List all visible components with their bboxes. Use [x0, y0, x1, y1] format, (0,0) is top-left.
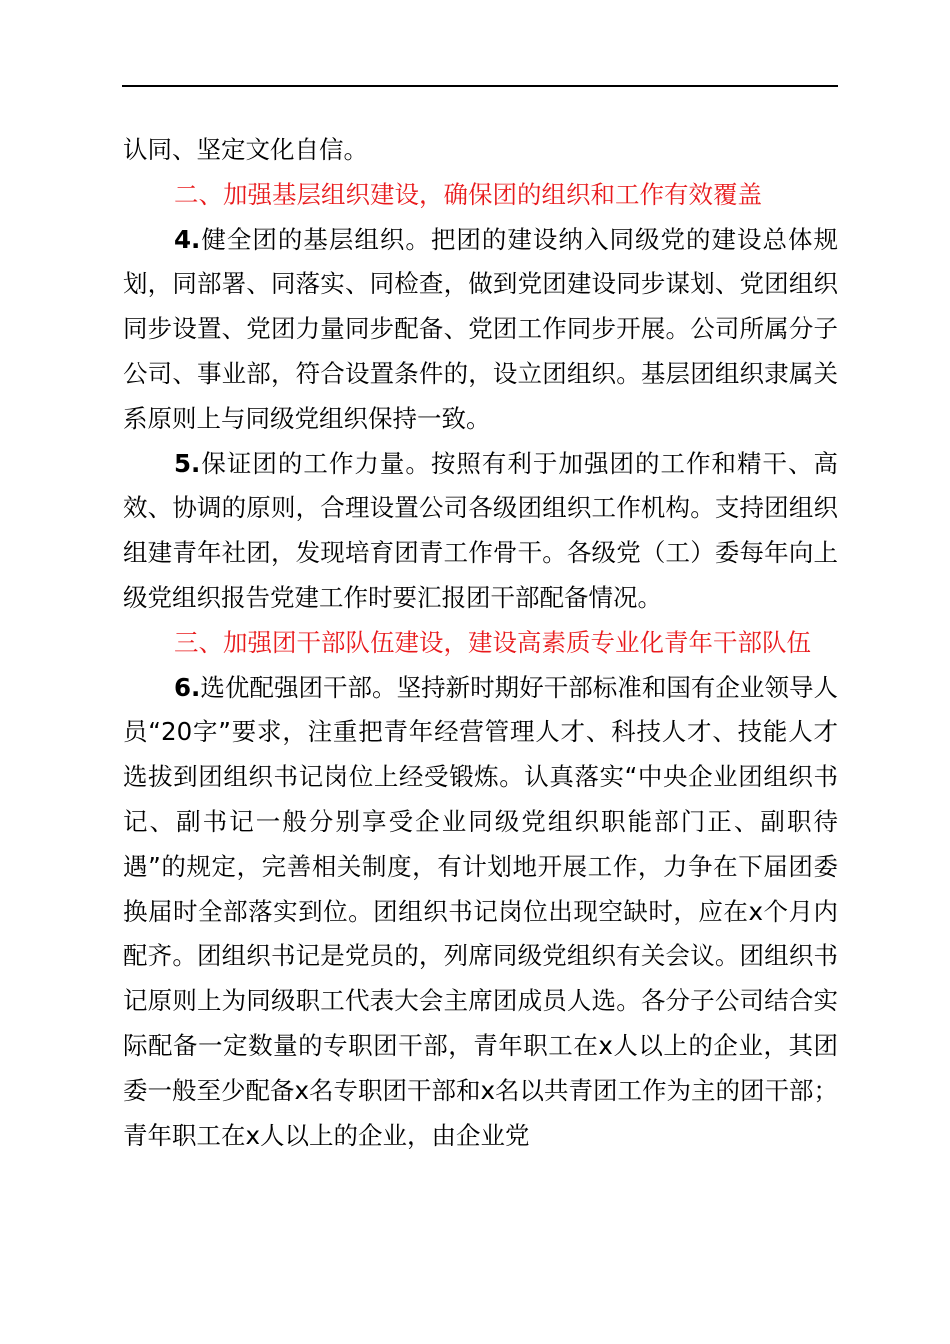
section-heading-2: 二、加强基层组织建设，确保团的组织和工作有效覆盖 [174, 179, 762, 209]
paragraph-continuation: 认同、坚定文化自信。 [123, 135, 368, 164]
item-4 [123, 218, 838, 442]
section-heading-3: 三、加强团干部队伍建设，建设高素质专业化青年干部队伍 [174, 627, 811, 657]
item-5 [123, 442, 838, 621]
header-rule [122, 85, 838, 87]
document-body [123, 128, 838, 1158]
item-5-text: 保证团的工作力量。按照有利于加强团的工作和精干、高效、协调的原则，合理设置公司各级团组织工作机构。支持团组织组建青年社团，发现培育团青工作骨干。各级党（工）委每年向上级党组织报告党建工作时要汇报团干部配备情况。 [123, 448, 838, 612]
item-6-number: 6. [174, 672, 201, 702]
item-4-text: 健全团的基层组织。把团的建设纳入同级党的建设总体规划，同部署、同落实、同检查，做到党团建设同步谋划、党团组织同步设置、党团力量同步配备、党团工作同步开展。公司所属分子公司、事业部，符合设置条件的，设立团组织。基层团组织隶属关系原则上与同级党组织保持一致。 [123, 224, 838, 433]
item-6 [123, 666, 838, 1159]
item-6-text: 选优配强团干部。坚持新时期好干部标准和国有企业领导人员“20字”要求，注重把青年经营管理人才、科技人才、技能人才选拔到团组织书记岗位上经受锻炼。认真落实“中央企业团组织书记、副书记一般分别享受企业同级党组织职能部门正、副职待遇”的规定，完善相关制度，有计划地开展工作，力争在下届团委换届时全部落实到位。团组织书记岗位出现空缺时，应在x个月内配齐。团组织书记是党员的，列席同级党组织有关会议。团组织书记原则上为同级职工代表大会主席团成员人选。各分子公司结合实际配备一定数量的专职团干部，青年职工在x人以上的企业，其团委一般至少配备x名专职团干部和x名以共青团工作为主的团干部；青年职工在x人以上的企业，由企业党 [123, 672, 838, 1150]
item-5-number: 5. [174, 448, 201, 478]
item-4-number: 4. [174, 224, 201, 254]
